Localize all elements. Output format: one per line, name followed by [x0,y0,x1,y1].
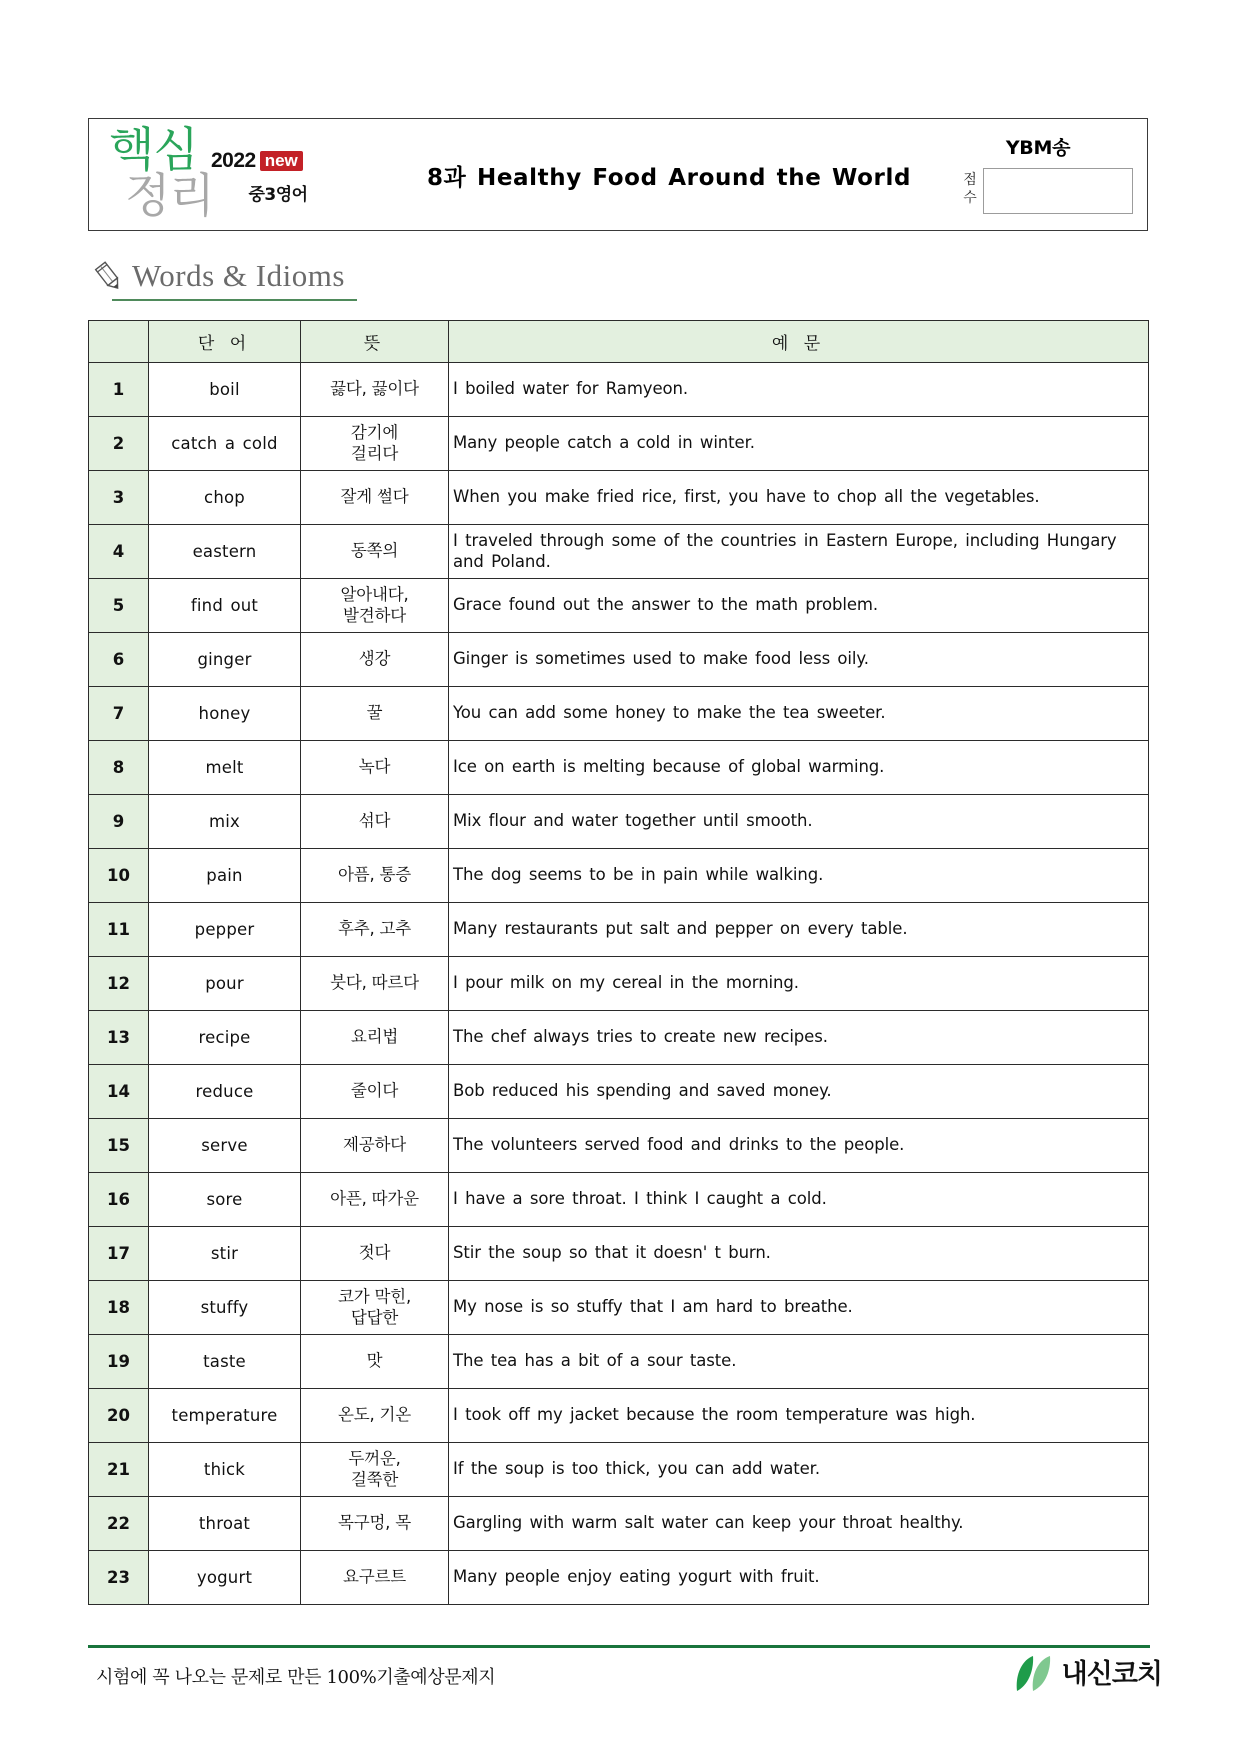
column-header-meaning: 뜻 [301,321,449,363]
logo-meta-block [211,149,343,205]
score-label-char-2: 수 [963,190,977,206]
vocab-meaning: 붓다, 따르다 [301,957,449,1011]
vocab-word: sore [149,1173,301,1227]
vocab-word: chop [149,471,301,525]
table-row [89,1335,1149,1389]
vocab-word: pour [149,957,301,1011]
vocab-meaning: 녹다 [301,741,449,795]
table-row [89,1227,1149,1281]
vocab-example: Many people catch a cold in winter. [449,417,1149,471]
table-row [89,1119,1149,1173]
vocab-word: thick [149,1443,301,1497]
row-number: 1 [89,363,149,417]
row-number: 19 [89,1335,149,1389]
table-row [89,1173,1149,1227]
naesin-coach-logo [1013,1654,1162,1694]
vocab-example: I traveled through some of the countries in Eastern Europe, including Hungary and Poland. [449,525,1149,579]
vocab-word: temperature [149,1389,301,1443]
score-label [957,168,983,214]
vocab-meaning: 요구르트 [301,1551,449,1605]
vocab-example: The chef always tries to create new recipes. [449,1011,1149,1065]
vocab-example: When you make fried rice, first, you have to chop all the vegetables. [449,471,1149,525]
table-row [89,795,1149,849]
table-row [89,1011,1149,1065]
column-header-example: 예 문 [449,321,1149,363]
table-row [89,525,1149,579]
vocab-meaning: 요리법 [301,1011,449,1065]
vocab-meaning: 줄이다 [301,1065,449,1119]
score-label-char-1: 점 [963,172,977,188]
vocab-example: Stir the soup so that it doesn' t burn. [449,1227,1149,1281]
row-number: 5 [89,579,149,633]
table-row [89,957,1149,1011]
vocab-word: taste [149,1335,301,1389]
row-number: 15 [89,1119,149,1173]
vocab-word: mix [149,795,301,849]
table-row [89,1389,1149,1443]
vocab-meaning: 생강 [301,633,449,687]
vocabulary-table [88,320,1149,1605]
vocab-example: I have a sore throat. I think I caught a cold. [449,1173,1149,1227]
vocab-meaning: 아픔, 통증 [301,849,449,903]
table-row [89,633,1149,687]
column-header-word: 단 어 [149,321,301,363]
footer-divider [88,1645,1150,1648]
vocab-word: yogurt [149,1551,301,1605]
vocab-meaning: 아픈, 따가운 [301,1173,449,1227]
row-number: 2 [89,417,149,471]
section-title: Words & Idioms [132,258,345,293]
vocab-word: pain [149,849,301,903]
brand-name: 내신코치 [1061,1658,1162,1690]
vocab-example: Gargling with warm salt water can keep your throat healthy. [449,1497,1149,1551]
logo-line-1: 핵심 [109,123,198,178]
header-right-block [943,125,1133,225]
table-row [89,363,1149,417]
vocab-example: Ice on earth is melting because of global warming. [449,741,1149,795]
vocab-example: You can add some honey to make the tea sweeter. [449,687,1149,741]
row-number: 18 [89,1281,149,1335]
vocab-example: I took off my jacket because the room temperature was high. [449,1389,1149,1443]
edition-year: 2022 [211,149,256,172]
vocab-example: Ginger is sometimes used to make food less oily. [449,633,1149,687]
vocab-meaning: 끓다, 끓이다 [301,363,449,417]
column-header-number [89,321,149,363]
table-row [89,741,1149,795]
vocab-meaning: 동쪽의 [301,525,449,579]
vocab-word: serve [149,1119,301,1173]
page-title: 8과 Healthy Food Around the World [426,165,912,191]
grade-subject: 중3영어 [248,185,308,205]
vocab-example: Many restaurants put salt and pepper on every table. [449,903,1149,957]
vocab-example: My nose is so stuffy that I am hard to breathe. [449,1281,1149,1335]
vocab-word: honey [149,687,301,741]
table-row [89,417,1149,471]
section-underline [112,299,357,301]
vocabulary-table-body [89,363,1149,1605]
row-number: 6 [89,633,149,687]
vocab-meaning: 후추, 고추 [301,903,449,957]
pencil-icon [92,260,126,294]
vocab-meaning: 잘게 썰다 [301,471,449,525]
vocab-meaning: 코가 막힌, 답답한 [301,1281,449,1335]
vocab-meaning: 맛 [301,1335,449,1389]
logo-line-2: 정리 [125,169,214,224]
row-number: 13 [89,1011,149,1065]
table-row [89,1551,1149,1605]
row-number: 16 [89,1173,149,1227]
table-row [89,579,1149,633]
vocab-example: If the soup is too thick, you can add water. [449,1443,1149,1497]
publisher-label: YBM송 [1005,137,1071,159]
vocab-word: find out [149,579,301,633]
section-heading [92,258,392,302]
score-row [943,168,1133,214]
vocab-example: Bob reduced his spending and saved money. [449,1065,1149,1119]
table-row [89,1281,1149,1335]
row-number: 10 [89,849,149,903]
table-row [89,687,1149,741]
row-number: 9 [89,795,149,849]
row-number: 21 [89,1443,149,1497]
vocab-word: ginger [149,633,301,687]
vocab-word: recipe [149,1011,301,1065]
vocab-example: I boiled water for Ramyeon. [449,363,1149,417]
leaf-icon [1013,1655,1057,1693]
vocab-meaning: 꿀 [301,687,449,741]
vocab-meaning: 제공하다 [301,1119,449,1173]
vocab-word: melt [149,741,301,795]
haeksim-jeongri-logo [103,121,214,229]
row-number: 14 [89,1065,149,1119]
vocab-word: throat [149,1497,301,1551]
vocab-word: catch a cold [149,417,301,471]
row-number: 8 [89,741,149,795]
new-badge: new [260,151,303,172]
row-number: 3 [89,471,149,525]
row-number: 17 [89,1227,149,1281]
row-number: 23 [89,1551,149,1605]
vocab-example: The tea has a bit of a sour taste. [449,1335,1149,1389]
vocab-meaning: 온도, 기온 [301,1389,449,1443]
table-row [89,903,1149,957]
vocab-meaning: 알아내다, 발견하다 [301,579,449,633]
table-header-row [89,321,1149,363]
vocab-word: eastern [149,525,301,579]
row-number: 22 [89,1497,149,1551]
score-input-box[interactable] [983,168,1133,214]
row-number: 7 [89,687,149,741]
row-number: 4 [89,525,149,579]
vocab-example: The volunteers served food and drinks to the people. [449,1119,1149,1173]
vocab-meaning: 목구멍, 목 [301,1497,449,1551]
footer-tagline: 시험에 꼭 나오는 문제로 만든 100%기출예상문제지 [96,1667,496,1688]
row-number: 20 [89,1389,149,1443]
table-row [89,849,1149,903]
vocab-meaning: 섞다 [301,795,449,849]
table-row [89,471,1149,525]
vocab-word: stir [149,1227,301,1281]
vocab-example: I pour milk on my cereal in the morning. [449,957,1149,1011]
table-row [89,1443,1149,1497]
vocab-word: pepper [149,903,301,957]
vocab-meaning: 감기에 걸리다 [301,417,449,471]
table-row [89,1065,1149,1119]
vocab-example: Mix flour and water together until smooth. [449,795,1149,849]
vocab-example: The dog seems to be in pain while walking. [449,849,1149,903]
row-number: 11 [89,903,149,957]
vocab-word: reduce [149,1065,301,1119]
vocab-example: Grace found out the answer to the math problem. [449,579,1149,633]
vocab-meaning: 젓다 [301,1227,449,1281]
vocab-example: Many people enjoy eating yogurt with fruit. [449,1551,1149,1605]
header-box [88,118,1148,231]
table-row [89,1497,1149,1551]
row-number: 12 [89,957,149,1011]
vocab-meaning: 두꺼운, 걸쭉한 [301,1443,449,1497]
vocab-word: boil [149,363,301,417]
vocab-word: stuffy [149,1281,301,1335]
